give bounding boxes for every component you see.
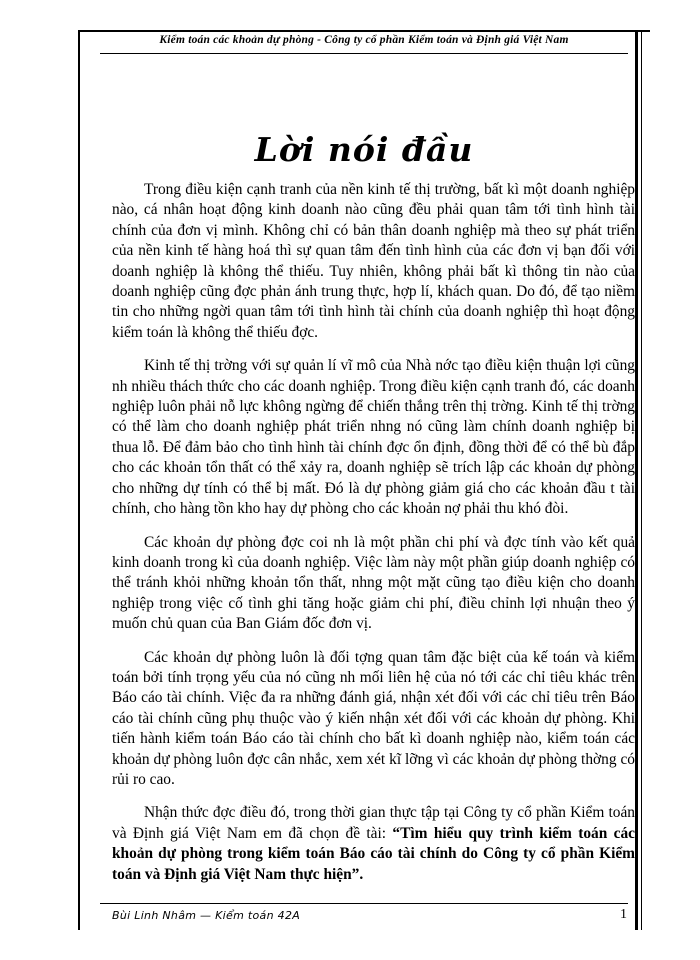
paragraph-5 <box>112 803 635 885</box>
thesis-topic-quote: “Tìm hiểu quy trình kiểm toán các khoản dự phòng trong kiểm toán Báo cáo tài chính do Công ty cổ phần Kiểm toán và Định giá Việt Nam thực hiện”. <box>112 824 635 883</box>
paragraph-5-lead: Nhận thức đợc điều đó, trong thời gian thực tập tại Công ty cổ phần Kiểm toán và Định giá Việt Nam em đã chọn đề tài: <box>112 804 635 842</box>
document-body <box>112 180 635 885</box>
page-title: Lời nói đầu <box>254 130 474 169</box>
footer-rule <box>100 903 628 904</box>
paragraph-2: Kinh tế thị trờng với sự quản lí vĩ mô của Nhà nớc tạo điều kiện thuận lợi cũng nh nhiều thách thức cho các doanh nghiệp. Trong điều kiện cạnh tranh đó, các doanh nghiệp luôn phải nỗ lực không ngừng để chiến thắng trên thị trờng. Kinh tế thị trờng có thể làm cho doanh nghiệp phát triển nhng nó cũng làm chính doanh nghiệp bị thua lỗ. Để đảm bảo cho tình hình tài chính đợc ổn định, đồng thời để có thể bù đắp cho các khoản tổn thất có thể xảy ra, doanh nghiệp sẽ trích lập các khoản dự phòng cho những dự tính có thể bị mất. Đó là dự phòng giảm giá cho các khoản đầu t tài chính, cho hàng tồn kho hay dự phòng cho các khoản nợ phải thu khó đòi. <box>112 357 635 518</box>
paragraph-1: Trong điều kiện cạnh tranh của nền kinh tế thị trường, bất kì một doanh nghiệp nào, cá nhân hoạt động kinh doanh nào cũng đều phải quan tâm tới tình hình tài chính của đơn vị mình. Không chỉ có bản thân doanh nghiệp mà theo sự phát triển của nền kinh tế hàng hoá thì sự quan tâm đến tình hình của các đơn vị bạn đối với doanh nghiệp là không thể thiếu. Tuy nhiên, không phải bất kì thông tin nào của doanh nghiệp cũng đợc phản ánh trung thực, hợp lí, khách quan. Do đó, để tạo niềm tin cho những ngời quan tâm tới tình hình tài chính của doanh nghiệp thì hoạt động kiểm toán là không thể thiếu đợc. <box>112 181 635 341</box>
paragraph-3: Các khoản dự phòng đợc coi nh là một phần chi phí và đợc tính vào kết quả kinh doanh trong kì của doanh nghiệp. Việc làm này một phần giúp doanh nghiệp có thể tránh khỏi những khoản tổn thất, nhng một mặt cũng tạo điều kiện cho doanh nghiệp trong việc cố tình ghi tăng hoặc giảm chi phí, điều chỉnh lợi nhuận theo ý muốn chủ quan của Ban Giám đốc đơn vị. <box>112 533 635 633</box>
running-header: Kiểm toán các khoản dự phòng - Công ty cổ phần Kiểm toán và Định giá Việt Nam <box>159 34 569 46</box>
paragraph-4: Các khoản dự phòng luôn là đối tợng quan tâm đặc biệt của kế toán và kiểm toán bởi tính trọng yếu của nó cũng nh mối liên hệ của nó tới các chỉ tiêu khác trên Báo cáo tài chính. Việc đa ra những đánh giá, nhận xét đối với các chỉ tiêu trên Báo cáo tài chính cũng phụ thuộc vào ý kiến nhận xét đối với các khoản dự phòng. Khi tiến hành kiểm toán Báo cáo tài chính cho bất kì doanh nghiệp nào, kiểm toán các khoản dự phòng luôn đợc cân nhắc, xem xét kĩ lỡng vì các khoản dự phòng thờng có rủi ro cao. <box>112 648 635 788</box>
header-rule <box>100 53 628 54</box>
footer-author: Bùi Linh Nhâm — Kiểm toán 42A <box>112 909 301 922</box>
page-border-right <box>635 30 642 930</box>
page-number: 1 <box>620 907 627 922</box>
